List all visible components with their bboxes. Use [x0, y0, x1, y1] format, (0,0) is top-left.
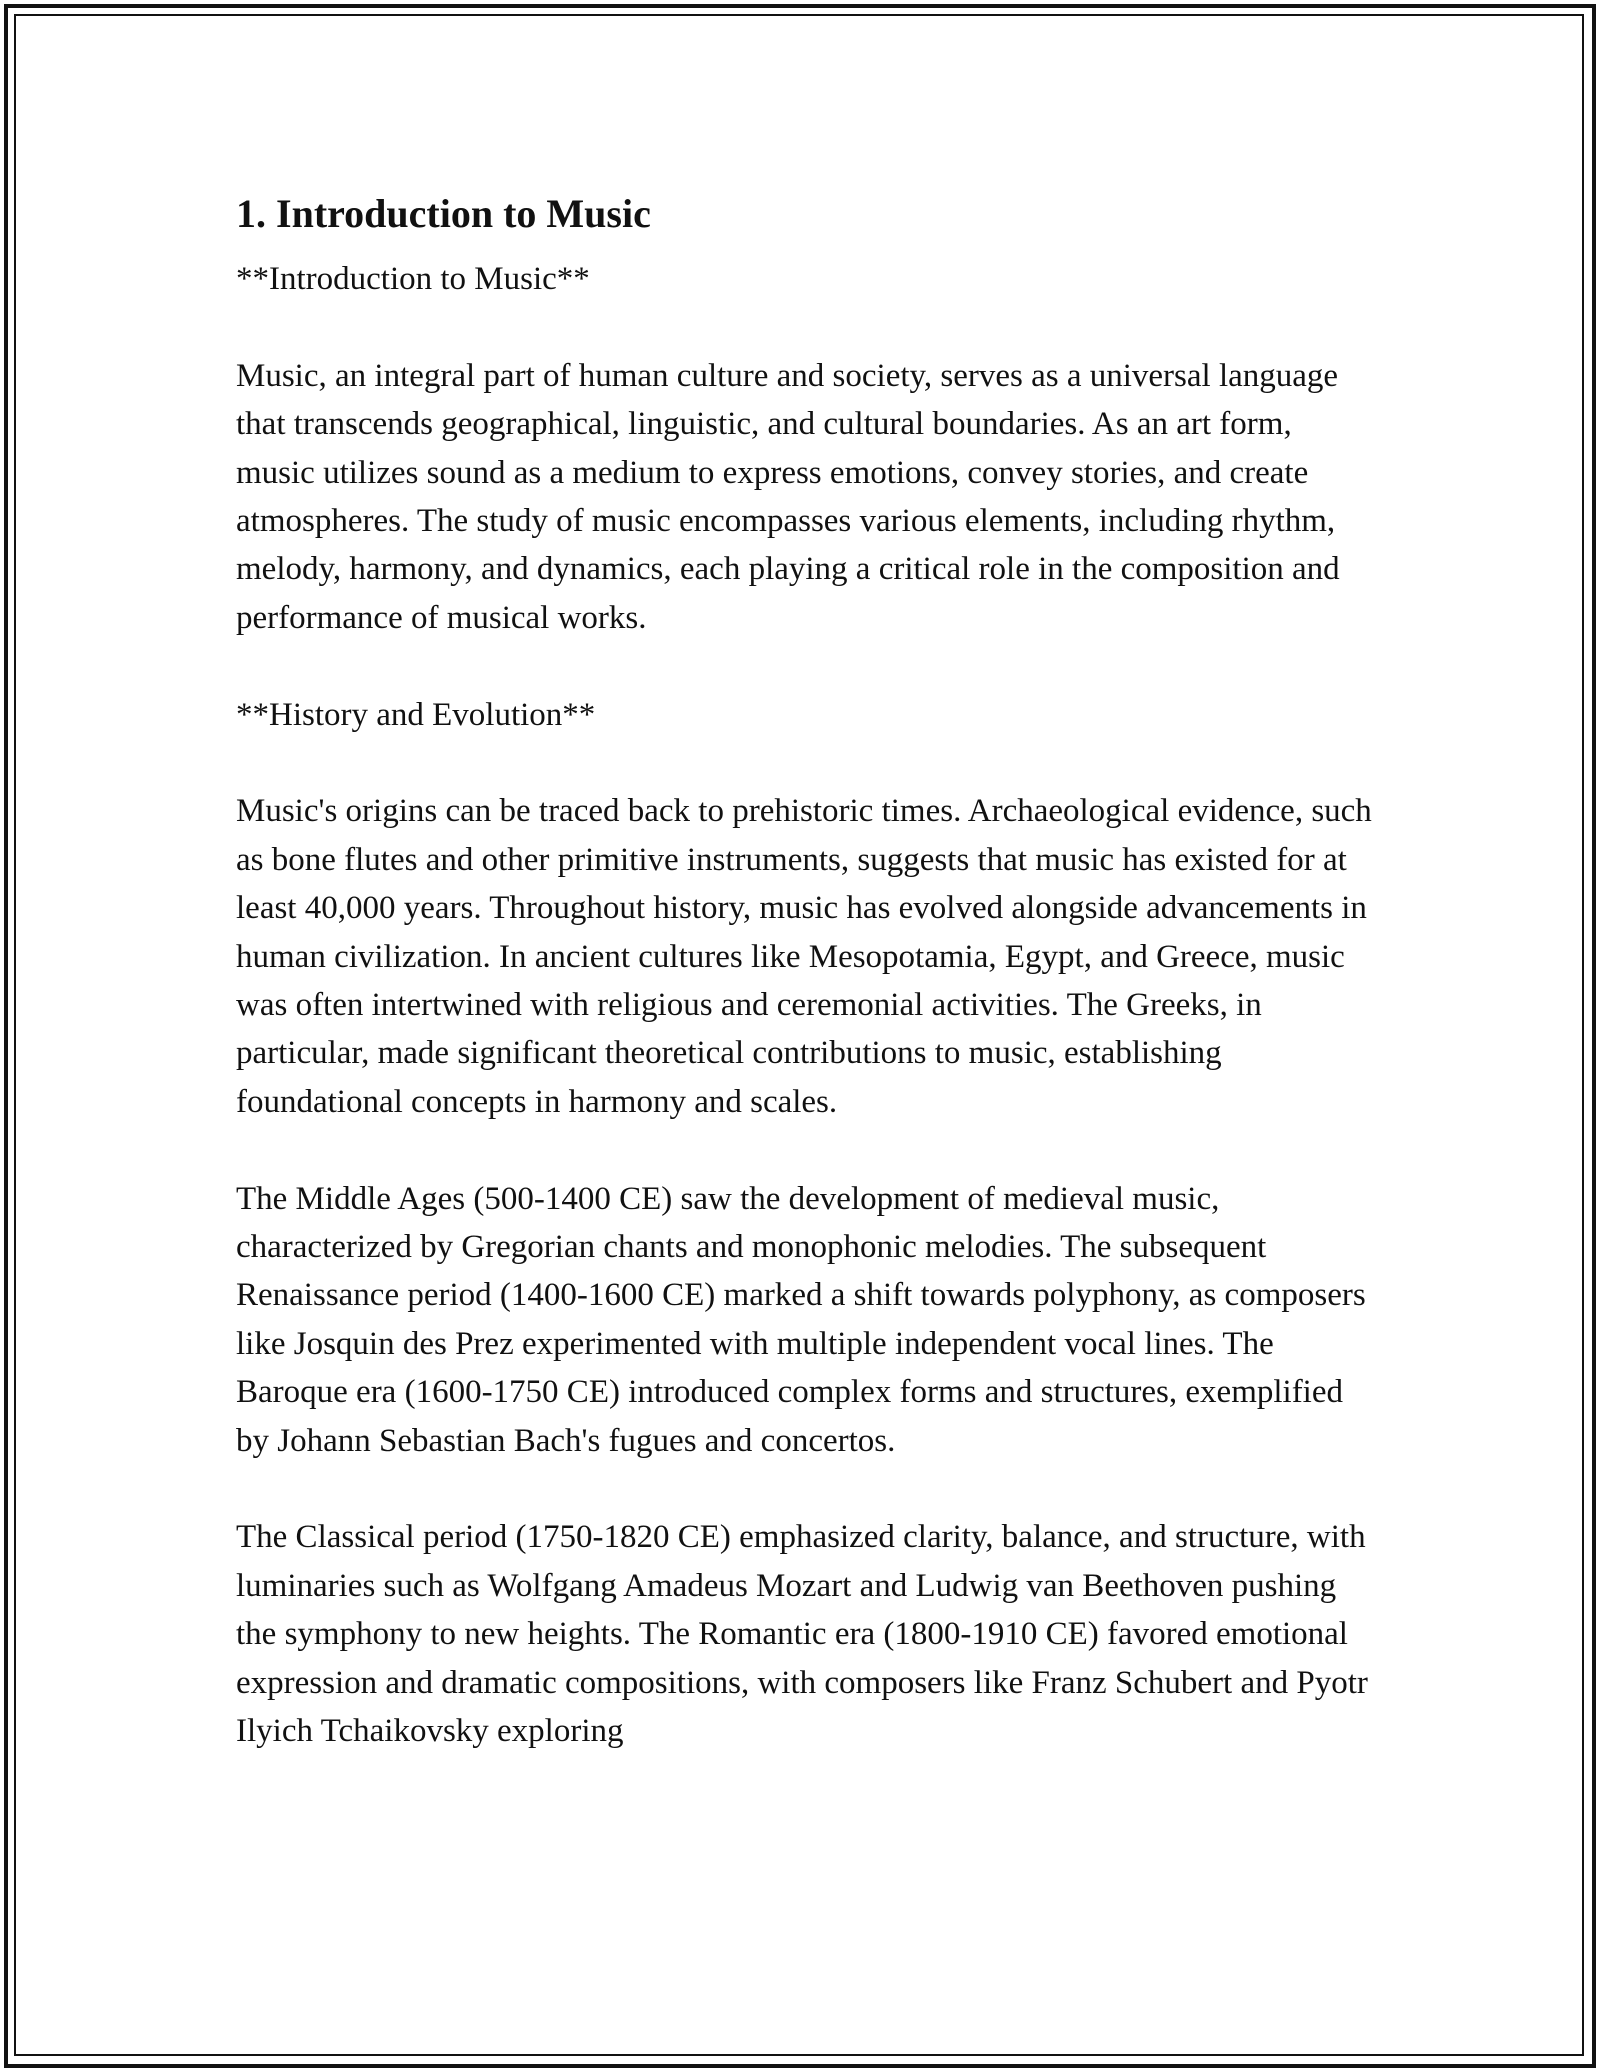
intro-paragraph: Music, an integral part of human culture and society, serves as a universal language that transcends geographical, linguistic, and cultural boundaries. As an art form, music utilizes sound as a medium to express emotions, convey stories, and create atmospheres. The study of music encompasses various elements, including rhythm, melody, harmony, and dynamics, each playing a critical role in the composition and performance of musical works. [236, 357, 1340, 636]
history-paragraph-3: The Classical period (1750-1820 CE) emphasized clarity, balance, and structure, with luminaries such as Wolfgang Amadeus Mozart and Ludwig van Beethoven pushing the symphony to new heights. The Romantic era (1800-1910 CE) favored emotional expression and dramatic compositions, with composers like Franz Schubert and Pyotr Ilyich Tchaikovsky exploring [236, 1519, 1368, 1750]
document-body [236, 186, 1376, 1756]
history-paragraph-1: Music's origins can be traced back to prehistoric times. Archaeological evidence, such as bone flutes and other primitive instruments, suggests that music has existed for at least 40,000 years. Throughout history, music has evolved alongside advancements in human civilization. In ancient cultures like Mesopotamia, Egypt, and Greece, music was often intertwined with religious and ceremonial activities. The Greeks, in particular, made significant theoretical contributions to music, establishing foundational concepts in harmony and scales. [236, 793, 1372, 1120]
history-subheading: **History and Evolution** [236, 696, 596, 733]
section-heading: 1. Introduction to Music [236, 191, 651, 236]
history-paragraph-2: The Middle Ages (500-1400 CE) saw the development of medieval music, characterized by Gregorian chants and monophonic melodies. The subsequent Renaissance period (1400-1600 CE) marked a shift towards polyphony, as composers like Josquin des Prez experimented with multiple independent vocal lines. The Baroque era (1600-1750 CE) introduced complex forms and structures, exemplified by Johann Sebastian Bach's fugues and concertos. [236, 1180, 1366, 1459]
intro-subheading: **Introduction to Music** [236, 261, 590, 297]
